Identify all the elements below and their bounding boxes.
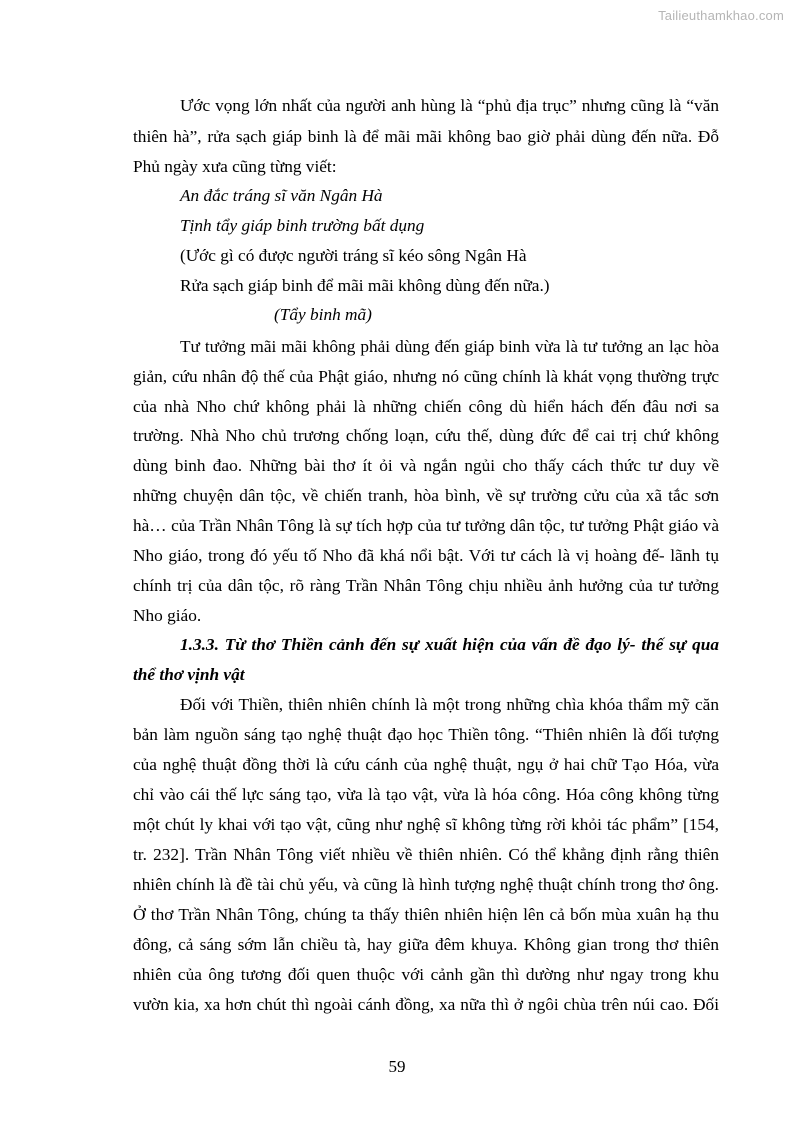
text-line: Nho giáo. [133, 606, 202, 625]
text-line: Nho giáo, trong đó yếu tố Nho đã khá nổi bật. Với tư cách là vị hoàng đế- lãnh tụ [133, 546, 719, 565]
verse-line: Rửa sạch giáp binh để mãi mãi không dùng đến nữa.) [180, 276, 550, 295]
text-line: Ở thơ Trần Nhân Tông, chúng ta thấy thiên nhiên hiện lên cả bốn mùa xuân hạ thu [133, 905, 719, 924]
text-line: Phủ ngày xưa cũng từng viết: [133, 157, 337, 176]
text-line: bản làm nguồn sáng tạo nghệ thuật đạo học Thiền tông. “Thiên nhiên là đối tượng [133, 725, 719, 744]
text-line: trường. Nhà Nho chủ trương chống loạn, cứu thế, dùng đức để cai trị chứ không [133, 426, 719, 445]
section-heading: thể thơ vịnh vật [133, 665, 245, 684]
text-line: của nhà Nho chứ không phải là những chiến công dù hiển hách đến đâu nơi sa [133, 397, 719, 416]
verse-line: (Ước gì có được người tráng sĩ kéo sông Ngân Hà [180, 246, 527, 265]
text-line: giản, cứu nhân độ thế của Phật giáo, nhưng nó cũng chính là khát vọng thường trực [133, 367, 719, 386]
text-line: nhiên chính là đề tài chủ yếu, và cũng là hình tượng nghệ thuật chính trong thơ ông. [133, 875, 719, 894]
watermark: Tailieuthamkhao.com [658, 8, 784, 23]
section-heading: 1.3.3. Từ thơ Thiền cảnh đến sự xuất hiện của vấn đề đạo lý- thế sự qua [180, 635, 719, 654]
text-line: những chuyện dân tộc, về chiến tranh, hòa bình, về sự trường cửu của xã tắc sơn [133, 486, 719, 505]
text-line: dùng binh đao. Những bài thơ ít ỏi và ngắn ngủi cho thấy cách thức tư duy về [133, 456, 719, 475]
text-line: một chút ly khai với tạo vật, cũng như nghệ sĩ không từng rời khỏi tác phẩm” [154, [133, 815, 719, 834]
verse-line: Tịnh tẩy giáp binh trường bất dụng [180, 216, 425, 235]
page-number: 59 [388, 1057, 406, 1076]
text-line: vườn kia, xa hơn chút thì ngoài cánh đồng, xa nữa thì ở ngôi chùa trên núi cao. Đối [133, 995, 719, 1014]
text-line: Đối với Thiền, thiên nhiên chính là một trong những chìa khóa thẩm mỹ căn [180, 695, 719, 714]
text-line: thiên hà”, rửa sạch giáp binh là để mãi mãi không bao giờ phải dùng đến nữa. Đỗ [133, 127, 719, 146]
text-line: tr. 232]. Trần Nhân Tông viết nhiều về thiên nhiên. Có thể khẳng định rằng thiên [133, 845, 719, 864]
text-line: Tư tưởng mãi mãi không phải dùng đến giáp binh vừa là tư tưởng an lạc hòa [180, 337, 719, 356]
text-line: nhiên của ông tương đối quen thuộc với cảnh gần thì dường như ngay trong khu [133, 965, 719, 984]
verse-line: An đắc tráng sĩ văn Ngân Hà [180, 186, 383, 205]
text-line: đông, cả sáng sớm lẫn chiều tà, hay giữa đêm khuya. Không gian trong thơ thiên [133, 935, 719, 954]
text-line: chính trị của dân tộc, rõ ràng Trần Nhân Tông chịu nhiều ảnh hưởng của tư tưởng [133, 576, 719, 595]
text-line: hà… của Trần Nhân Tông là sự tích hợp của tư tưởng dân tộc, tư tưởng Phật giáo và [133, 516, 719, 535]
text-line: của nghệ thuật đồng thời là cứu cánh của nghệ thuật, ngụ ở hai chữ Tạo Hóa, vừa [133, 755, 719, 774]
text-line: Ước vọng lớn nhất của người anh hùng là “phủ địa trục” nhưng cũng là “văn [180, 96, 719, 115]
text-line: chỉ vào cái thế lực sáng tạo, vừa là tạo vật, vừa là hóa công. Hóa công không từng [133, 785, 719, 804]
poem-source: (Tẩy binh mã) [274, 305, 372, 324]
